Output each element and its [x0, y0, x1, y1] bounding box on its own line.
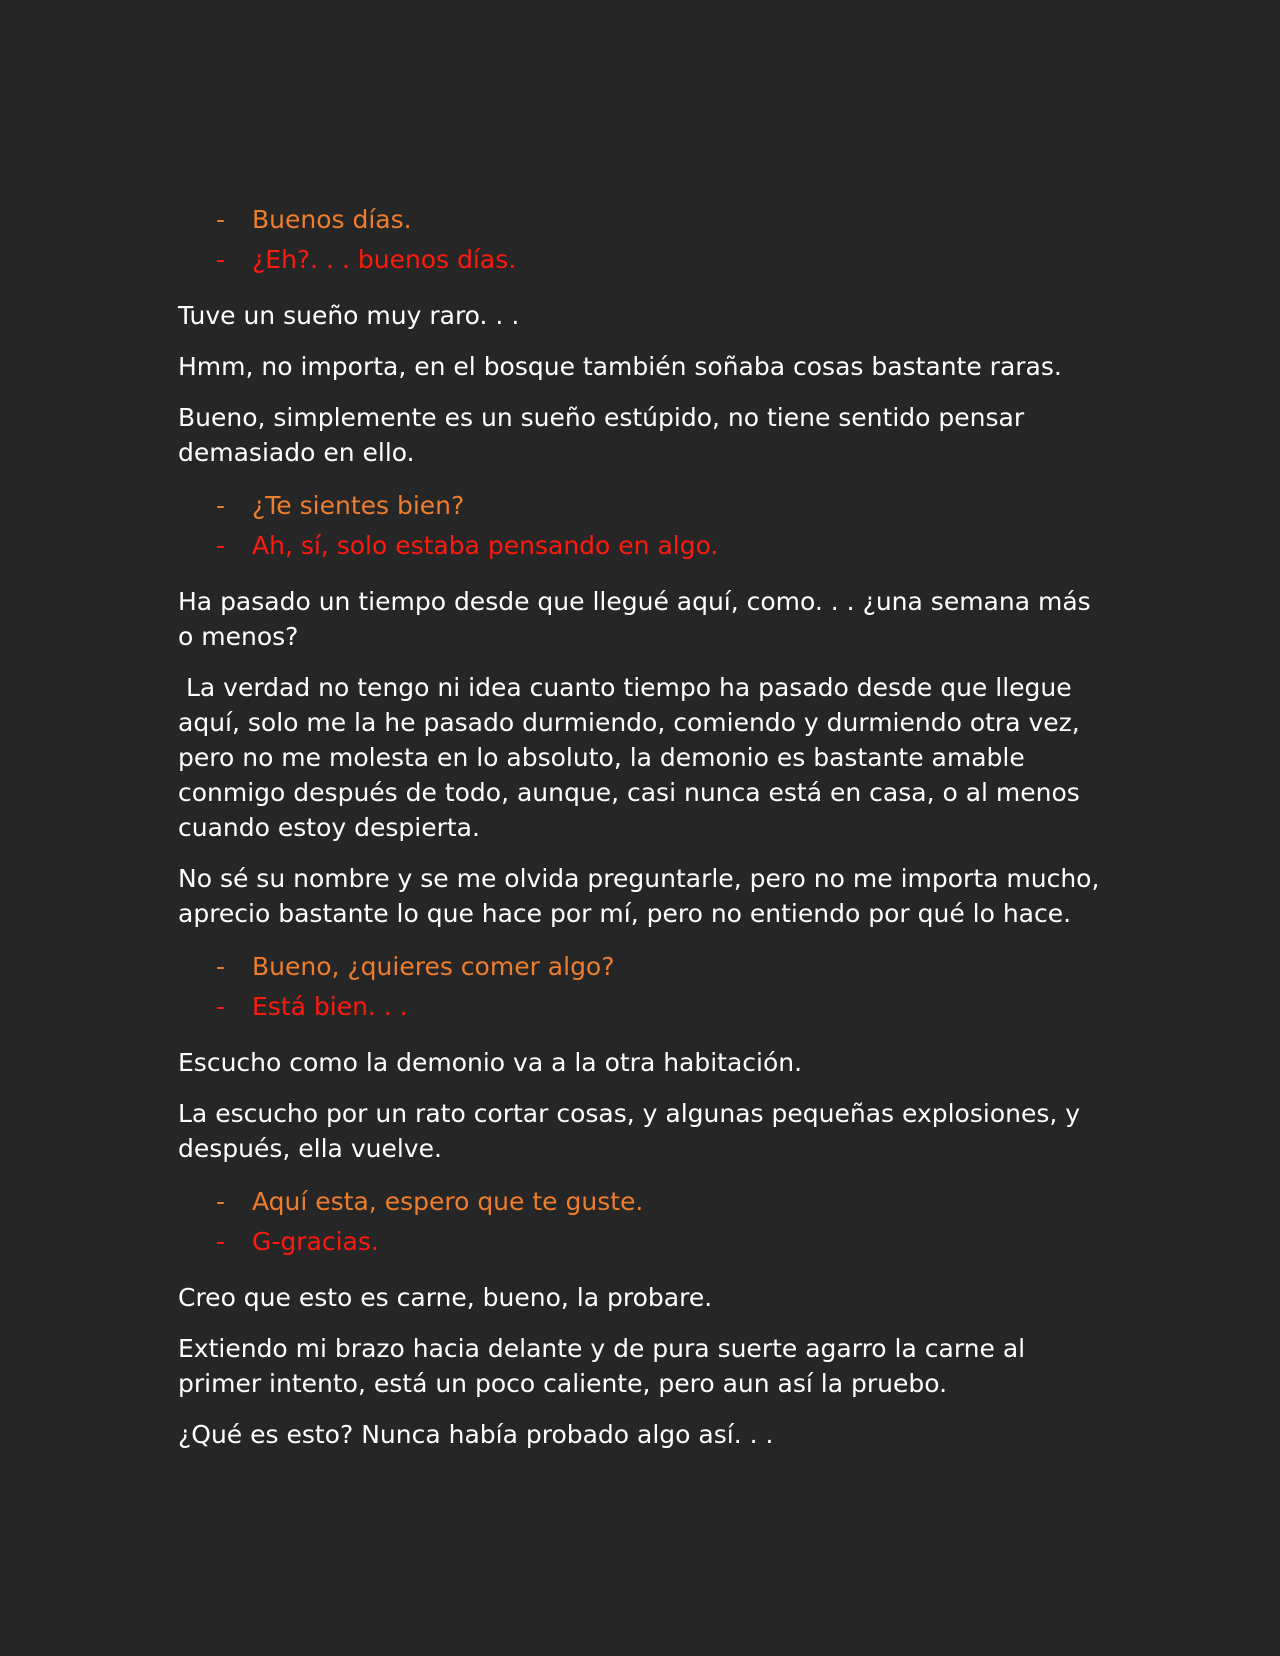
dialogue-text: ¿Eh?. . . buenos días. — [252, 245, 517, 274]
dialogue-list — [178, 200, 1102, 280]
narration-paragraph: Ha pasado un tiempo desde que llegué aquí, como. . . ¿una semana más o menos? — [178, 587, 1099, 651]
dialogue-line-speaker-b — [178, 987, 1102, 1027]
dialogue-dash: - — [216, 245, 226, 274]
narration-paragraph: Escucho como la demonio va a la otra habitación. — [178, 1048, 803, 1077]
narration-paragraph: Bueno, simplemente es un sueño estúpido, no tiene sentido pensar demasiado en ello. — [178, 403, 1033, 467]
dialogue-dash: - — [216, 1227, 226, 1256]
dialogue-text: Está bien. . . — [252, 992, 408, 1021]
dialogue-line-speaker-b — [178, 1222, 1102, 1262]
dialogue-text: Bueno, ¿quieres comer algo? — [252, 952, 615, 981]
narration-paragraph: No sé su nombre y se me olvida preguntarle, pero no me importa mucho, aprecio bastante lo que hace por mí, pero no entiendo por qué lo hace. — [178, 864, 1108, 928]
dialogue-line-speaker-b — [178, 240, 1102, 280]
dialogue-text: G-gracias. — [252, 1227, 379, 1256]
dialogue-text: ¿Te sientes bien? — [252, 491, 465, 520]
narration-paragraph: Hmm, no importa, en el bosque también soñaba cosas bastante raras. — [178, 352, 1062, 381]
dialogue-line-speaker-a — [178, 947, 1102, 987]
narration-paragraph: Creo que esto es carne, bueno, la probare. — [178, 1283, 713, 1312]
dialogue-line-speaker-a — [178, 200, 1102, 240]
dialogue-line-speaker-a — [178, 486, 1102, 526]
dialogue-dash: - — [216, 952, 226, 981]
dialogue-text: Aquí esta, espero que te guste. — [252, 1187, 644, 1216]
dialogue-text: Ah, sí, solo estaba pensando en algo. — [252, 531, 719, 560]
dialogue-line-speaker-a — [178, 1182, 1102, 1222]
document-body — [178, 200, 1108, 1452]
dialogue-dash: - — [216, 491, 226, 520]
narration-paragraph: ¿Qué es esto? Nunca había probado algo así. . . — [178, 1420, 774, 1449]
dialogue-dash: - — [216, 992, 226, 1021]
narration-paragraph: La escucho por un rato cortar cosas, y algunas pequeñas explosiones, y después, ella vuelve. — [178, 1099, 1089, 1163]
dialogue-dash: - — [216, 205, 226, 234]
dialogue-list — [178, 1182, 1102, 1262]
narration-paragraph: Tuve un sueño muy raro. . . — [178, 301, 520, 330]
dialogue-list — [178, 486, 1102, 566]
narration-paragraph: La verdad no tengo ni idea cuanto tiempo ha pasado desde que llegue aquí, solo me la he pasado durmiendo, comiendo y durmiendo otra vez, pero no me molesta en lo absoluto, la demonio es bastante amable conmigo después de todo, aunque, casi nunca está en casa, o al menos cuando estoy despierta. — [178, 673, 1088, 842]
dialogue-text: Buenos días. — [252, 205, 412, 234]
dialogue-dash: - — [216, 531, 226, 560]
dialogue-list — [178, 947, 1102, 1027]
dialogue-line-speaker-b — [178, 526, 1102, 566]
dialogue-dash: - — [216, 1187, 226, 1216]
narration-paragraph: Extiendo mi brazo hacia delante y de pura suerte agarro la carne al primer intento, está un poco caliente, pero aun así la pruebo. — [178, 1334, 1034, 1398]
